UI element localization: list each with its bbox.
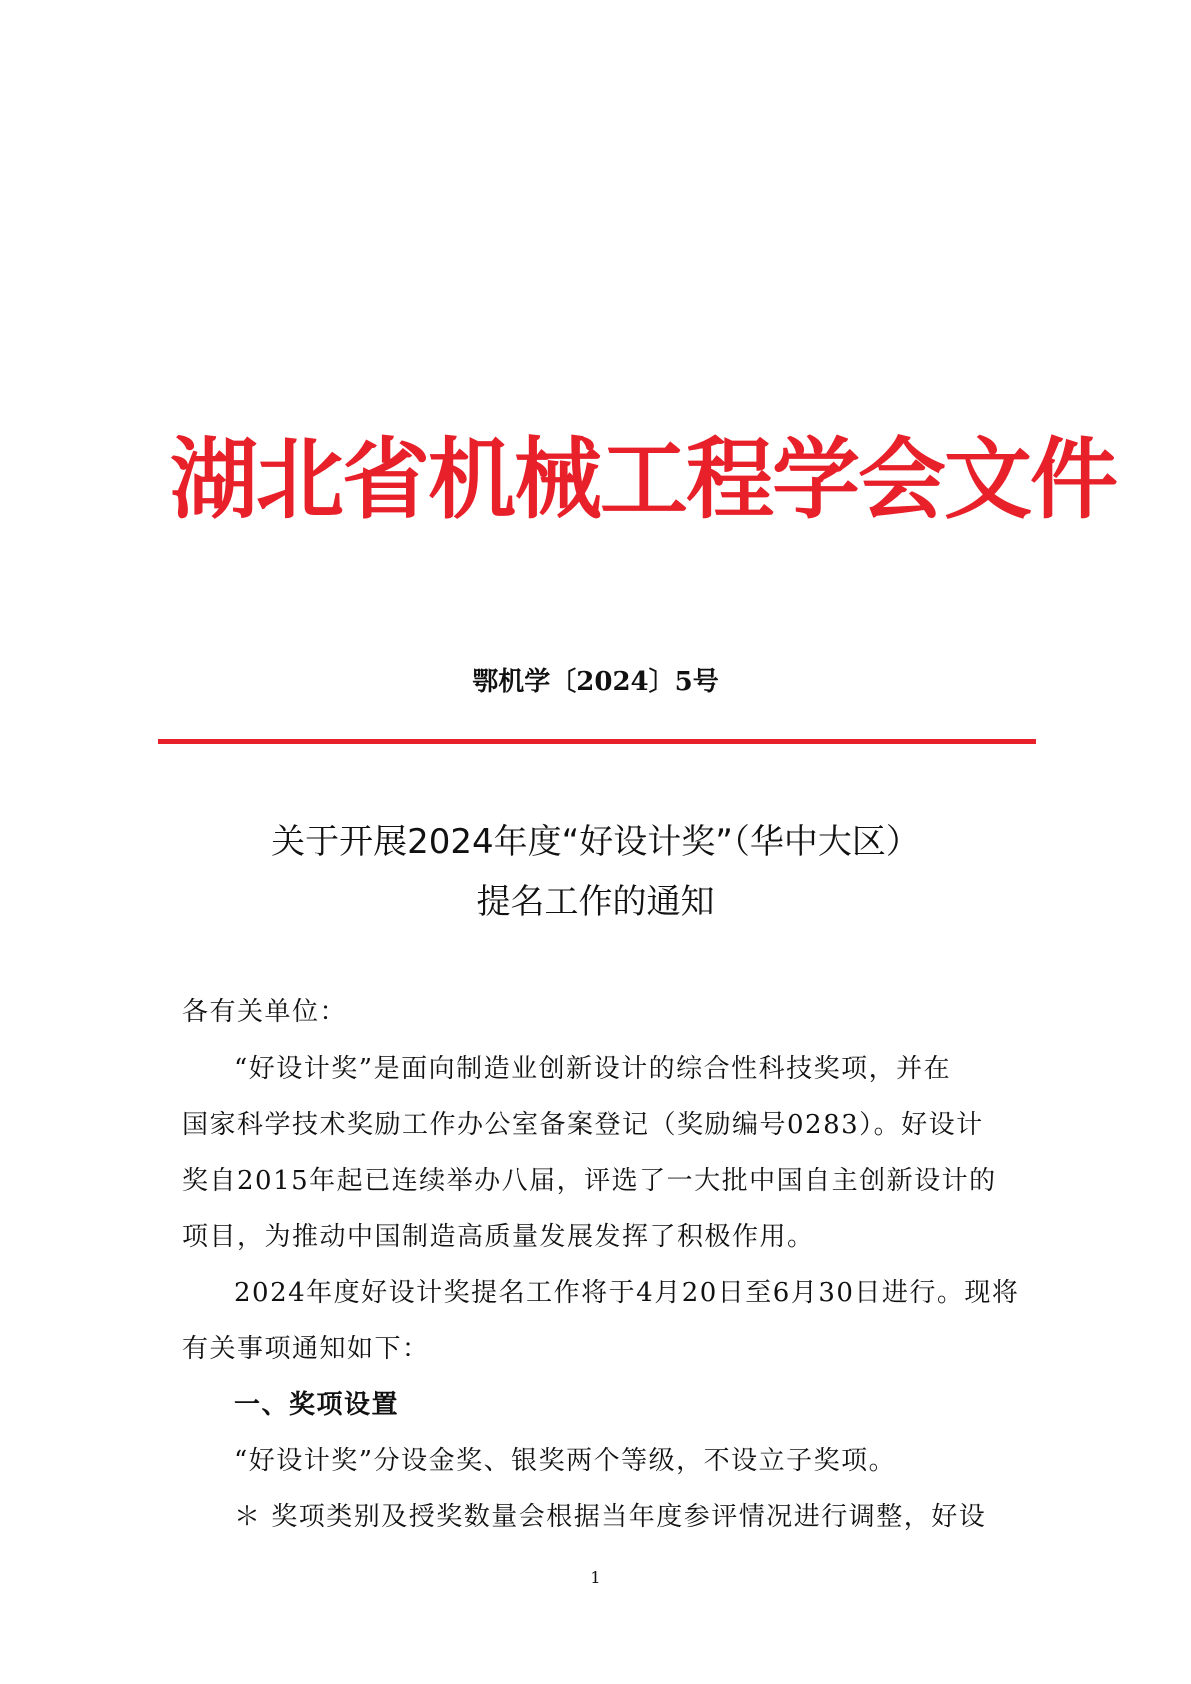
paragraph-1-line-1: “好设计奖”是面向制造业创新设计的综合性科技奖项，并在 [234,1054,952,1084]
notice-title-line-2: 提名工作的通知 [476,882,715,922]
paragraph-1-line-3: 奖自2015年起已连续举办八届，评选了一大批中国自主创新设计的 [182,1166,997,1196]
paragraph-2-line-1: 2024年度好设计奖提名工作将于4月20日至6月30日进行。现将 [234,1278,1020,1308]
paragraph-1-line-4: 项目，为推动中国制造高质量发展发挥了积极作用。 [182,1222,815,1252]
paragraph-1-line-2: 国家科学技术奖励工作办公室备案登记（奖励编号0283）。好设计 [182,1110,984,1140]
document-number: 鄂机学〔2024〕5号 [472,667,719,697]
paragraph-4: ＊ 奖项类别及授奖数量会根据当年度参评情况进行调整，好设 [234,1502,987,1532]
paragraph-2-line-2: 有关事项通知如下： [182,1334,430,1364]
paragraph-3: “好设计奖”分设金奖、银奖两个等级，不设立子奖项。 [234,1446,897,1476]
salutation: 各有关单位： [182,997,348,1027]
section-1-heading: 一、奖项设置 [234,1390,400,1420]
page-number: 1 [590,1568,601,1587]
masthead-title: 湖北省机械工程学会文件 [170,427,1117,531]
notice-title-line-1: 关于开展2024年度“好设计奖”（华中大区） [271,822,920,862]
red-divider-line [158,739,1036,744]
